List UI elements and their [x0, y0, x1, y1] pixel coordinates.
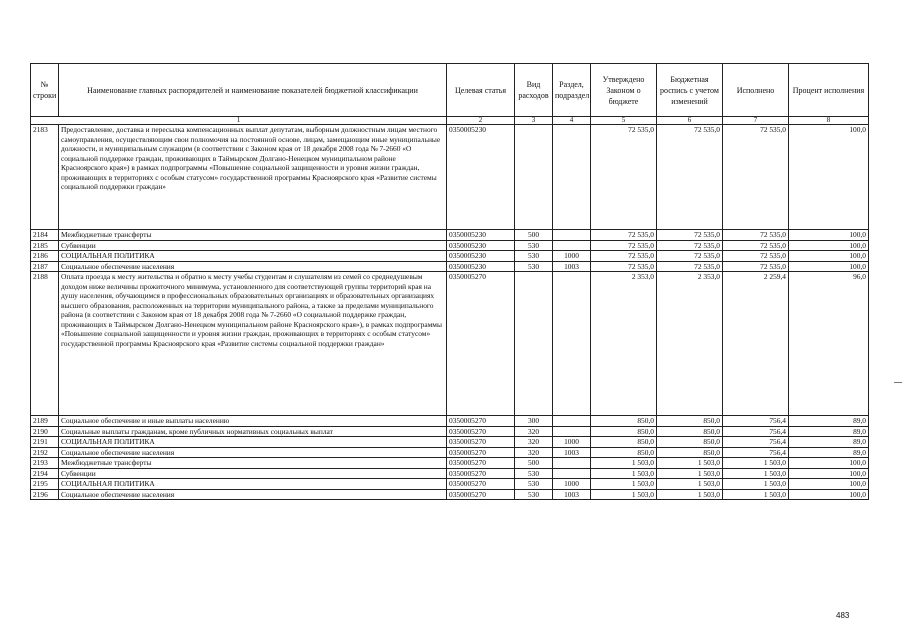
section-cell: 1003 — [553, 261, 591, 272]
percent-cell: 100,0 — [789, 261, 869, 272]
budget-schedule-cell: 72 535,0 — [657, 240, 723, 251]
table-row — [31, 125, 869, 230]
column-number-row — [31, 117, 869, 125]
expense-type-cell: 530 — [515, 468, 553, 479]
row-name-cell: Межбюджетные трансферты — [59, 230, 447, 241]
expense-type-cell: 530 — [515, 240, 553, 251]
table-row — [31, 447, 869, 458]
row-name-cell: СОЦИАЛЬНАЯ ПОЛИТИКА — [59, 437, 447, 448]
row-number-cell: 2184 — [31, 230, 59, 241]
percent-cell: 100,0 — [789, 125, 869, 230]
expense-type-cell: 500 — [515, 458, 553, 469]
percent-cell: 89,0 — [789, 426, 869, 437]
target-article-cell: 0350005230 — [447, 230, 515, 241]
table-row — [31, 261, 869, 272]
executed-cell: 1 503,0 — [723, 479, 789, 490]
executed-cell: 72 535,0 — [723, 261, 789, 272]
row-number-cell: 2196 — [31, 489, 59, 500]
percent-cell: 89,0 — [789, 447, 869, 458]
expense-type-cell: 320 — [515, 447, 553, 458]
expense-type-cell: 500 — [515, 230, 553, 241]
row-number-cell: 2187 — [31, 261, 59, 272]
header-row-no: № строки — [31, 64, 59, 117]
row-name-cell: Межбюджетные трансферты — [59, 458, 447, 469]
header-percent: Процент исполнения — [789, 64, 869, 117]
column-number: 5 — [591, 117, 657, 125]
expense-type-cell — [515, 272, 553, 416]
budget-schedule-cell: 1 503,0 — [657, 458, 723, 469]
target-article-cell: 0350005230 — [447, 261, 515, 272]
margin-mark — [894, 382, 902, 383]
budget-schedule-cell: 850,0 — [657, 426, 723, 437]
budget-schedule-cell: 72 535,0 — [657, 251, 723, 262]
table-body — [31, 125, 869, 500]
executed-cell: 756,4 — [723, 416, 789, 427]
section-cell — [553, 240, 591, 251]
row-name-cell: Предоставление, доставка и пересылка компенсационных выплат депутатам, выборным должностным лицам местного самоуправления, осуществляющим свои полномочия на постоянной основе, лицам, замещающим иные муниципальные должности, и муниципальным служащим (в соответствии с Законом края от 18 декабря 2008 года № 7-2660 «О социальной поддержке граждан, проживающих в Таймырском Долгано-Ненецком муниципальном районе Красноярского края») в рамках подпрограммы «Повышение социальной защищенности и уровня жизни граждан, проживающих в территориях с особым статусом» государственной программы Красноярского края «Развитие системы социальной поддержки граждан» — [59, 125, 447, 230]
section-cell: 1000 — [553, 251, 591, 262]
header-executed: Исполнено — [723, 64, 789, 117]
expense-type-cell — [515, 125, 553, 230]
section-cell: 1000 — [553, 437, 591, 448]
row-name-cell: Оплата проезда к месту жительства и обратно к месту учебы студентам и слушателям из семей со среднедушевым доходом ниже величины прожиточного минимума, установленного для соответствующей группы территорий края на душу населения, обучающимся в профессиональных образовательных организациях и образовательных организациях высшего образования, расположенных на территории муниципального района, а также за пределами муниципального района (в соответствии с Законом края от 18 декабря 2008 года № 7-2660 «О социальной поддержке граждан, проживающих в Таймырском Долгано-Ненецком муниципальном районе Красноярского края»), в рамках подпрограммы «Повышение социальной защищенности и уровня жизни граждан, проживающих в территориях с особым статусом» государственной программы Красноярского края «Развитие системы социальной поддержки граждан» — [59, 272, 447, 416]
header-approved: Утверждено Законом о бюджете — [591, 64, 657, 117]
target-article-cell: 0350005270 — [447, 426, 515, 437]
approved-cell: 72 535,0 — [591, 125, 657, 230]
section-cell — [553, 458, 591, 469]
section-cell: 1003 — [553, 447, 591, 458]
budget-schedule-cell: 1 503,0 — [657, 468, 723, 479]
approved-cell: 72 535,0 — [591, 230, 657, 241]
target-article-cell: 0350005270 — [447, 437, 515, 448]
executed-cell: 1 503,0 — [723, 468, 789, 479]
table-row — [31, 437, 869, 448]
row-number-cell: 2193 — [31, 458, 59, 469]
section-cell — [553, 125, 591, 230]
row-name-cell: Социальное обеспечение населения — [59, 489, 447, 500]
section-cell — [553, 272, 591, 416]
row-name-cell: Социальное обеспечение и иные выплаты населению — [59, 416, 447, 427]
header-expense-type: Вид расходов — [515, 64, 553, 117]
table-row — [31, 426, 869, 437]
target-article-cell: 0350005270 — [447, 447, 515, 458]
approved-cell: 850,0 — [591, 437, 657, 448]
budget-schedule-cell: 72 535,0 — [657, 230, 723, 241]
column-number: 4 — [553, 117, 591, 125]
target-article-cell: 0350005270 — [447, 416, 515, 427]
row-name-cell: Социальные выплаты гражданам, кроме публичных нормативных социальных выплат — [59, 426, 447, 437]
header-name: Наименование главных распорядителей и наименование показателей бюджетной классификации — [59, 64, 447, 117]
target-article-cell: 0350005270 — [447, 468, 515, 479]
target-article-cell: 0350005270 — [447, 489, 515, 500]
row-number-cell: 2186 — [31, 251, 59, 262]
row-name-cell: Социальное обеспечение населения — [59, 447, 447, 458]
row-name-cell: Субвенции — [59, 240, 447, 251]
row-number-cell: 2195 — [31, 479, 59, 490]
budget-schedule-cell: 1 503,0 — [657, 489, 723, 500]
percent-cell: 100,0 — [789, 458, 869, 469]
budget-schedule-cell: 72 535,0 — [657, 261, 723, 272]
budget-schedule-cell: 2 353,0 — [657, 272, 723, 416]
column-number: 7 — [723, 117, 789, 125]
executed-cell: 2 259,4 — [723, 272, 789, 416]
approved-cell: 1 503,0 — [591, 479, 657, 490]
table-row — [31, 240, 869, 251]
percent-cell: 100,0 — [789, 489, 869, 500]
percent-cell: 96,0 — [789, 272, 869, 416]
budget-schedule-cell: 850,0 — [657, 447, 723, 458]
expense-type-cell: 530 — [515, 479, 553, 490]
approved-cell: 850,0 — [591, 426, 657, 437]
expense-type-cell: 320 — [515, 437, 553, 448]
target-article-cell: 0350005270 — [447, 479, 515, 490]
target-article-cell: 0350005270 — [447, 458, 515, 469]
table-row — [31, 489, 869, 500]
budget-schedule-cell: 850,0 — [657, 416, 723, 427]
row-number-cell: 2190 — [31, 426, 59, 437]
column-number: 6 — [657, 117, 723, 125]
table-row — [31, 416, 869, 427]
executed-cell: 72 535,0 — [723, 240, 789, 251]
expense-type-cell: 530 — [515, 489, 553, 500]
approved-cell: 72 535,0 — [591, 251, 657, 262]
approved-cell: 1 503,0 — [591, 468, 657, 479]
table-row — [31, 479, 869, 490]
approved-cell: 1 503,0 — [591, 489, 657, 500]
budget-schedule-cell: 850,0 — [657, 437, 723, 448]
approved-cell: 2 353,0 — [591, 272, 657, 416]
table-row — [31, 230, 869, 241]
executed-cell: 72 535,0 — [723, 251, 789, 262]
target-article-cell: 0350005270 — [447, 272, 515, 416]
row-number-cell: 2192 — [31, 447, 59, 458]
row-name-cell: СОЦИАЛЬНАЯ ПОЛИТИКА — [59, 251, 447, 262]
column-number: 1 — [31, 117, 447, 125]
executed-cell: 1 503,0 — [723, 489, 789, 500]
budget-execution-table — [30, 63, 869, 500]
budget-schedule-cell: 72 535,0 — [657, 125, 723, 230]
percent-cell: 100,0 — [789, 468, 869, 479]
target-article-cell: 0350005230 — [447, 125, 515, 230]
section-cell — [553, 416, 591, 427]
section-cell: 1003 — [553, 489, 591, 500]
approved-cell: 850,0 — [591, 447, 657, 458]
row-name-cell: Субвенции — [59, 468, 447, 479]
approved-cell: 850,0 — [591, 416, 657, 427]
executed-cell: 756,4 — [723, 447, 789, 458]
approved-cell: 1 503,0 — [591, 458, 657, 469]
expense-type-cell: 530 — [515, 261, 553, 272]
table-row — [31, 272, 869, 416]
section-cell: 1000 — [553, 479, 591, 490]
header-target-article: Целевая статья — [447, 64, 515, 117]
percent-cell: 100,0 — [789, 251, 869, 262]
row-number-cell: 2183 — [31, 125, 59, 230]
target-article-cell: 0350005230 — [447, 240, 515, 251]
column-number: 8 — [789, 117, 869, 125]
column-number: 3 — [515, 117, 553, 125]
section-cell — [553, 230, 591, 241]
executed-cell: 72 535,0 — [723, 230, 789, 241]
percent-cell: 100,0 — [789, 230, 869, 241]
row-number-cell: 2194 — [31, 468, 59, 479]
table-row — [31, 251, 869, 262]
header-budget-schedule: Бюджетная роспись с учетом изменений — [657, 64, 723, 117]
row-name-cell: Социальное обеспечение населения — [59, 261, 447, 272]
row-number-cell: 2189 — [31, 416, 59, 427]
column-number: 2 — [447, 117, 515, 125]
row-number-cell: 2191 — [31, 437, 59, 448]
header-section: Раздел, подраздел — [553, 64, 591, 117]
expense-type-cell: 530 — [515, 251, 553, 262]
percent-cell: 89,0 — [789, 416, 869, 427]
percent-cell: 100,0 — [789, 479, 869, 490]
budget-schedule-cell: 1 503,0 — [657, 479, 723, 490]
executed-cell: 1 503,0 — [723, 458, 789, 469]
target-article-cell: 0350005230 — [447, 251, 515, 262]
executed-cell: 72 535,0 — [723, 125, 789, 230]
header-row — [31, 64, 869, 117]
executed-cell: 756,4 — [723, 426, 789, 437]
approved-cell: 72 535,0 — [591, 261, 657, 272]
expense-type-cell: 320 — [515, 426, 553, 437]
percent-cell: 100,0 — [789, 240, 869, 251]
row-number-cell: 2185 — [31, 240, 59, 251]
table-row — [31, 458, 869, 469]
section-cell — [553, 426, 591, 437]
section-cell — [553, 468, 591, 479]
approved-cell: 72 535,0 — [591, 240, 657, 251]
row-name-cell: СОЦИАЛЬНАЯ ПОЛИТИКА — [59, 479, 447, 490]
table-row — [31, 468, 869, 479]
page-number: 483 — [836, 611, 850, 620]
row-number-cell: 2188 — [31, 272, 59, 416]
percent-cell: 89,0 — [789, 437, 869, 448]
expense-type-cell: 300 — [515, 416, 553, 427]
executed-cell: 756,4 — [723, 437, 789, 448]
